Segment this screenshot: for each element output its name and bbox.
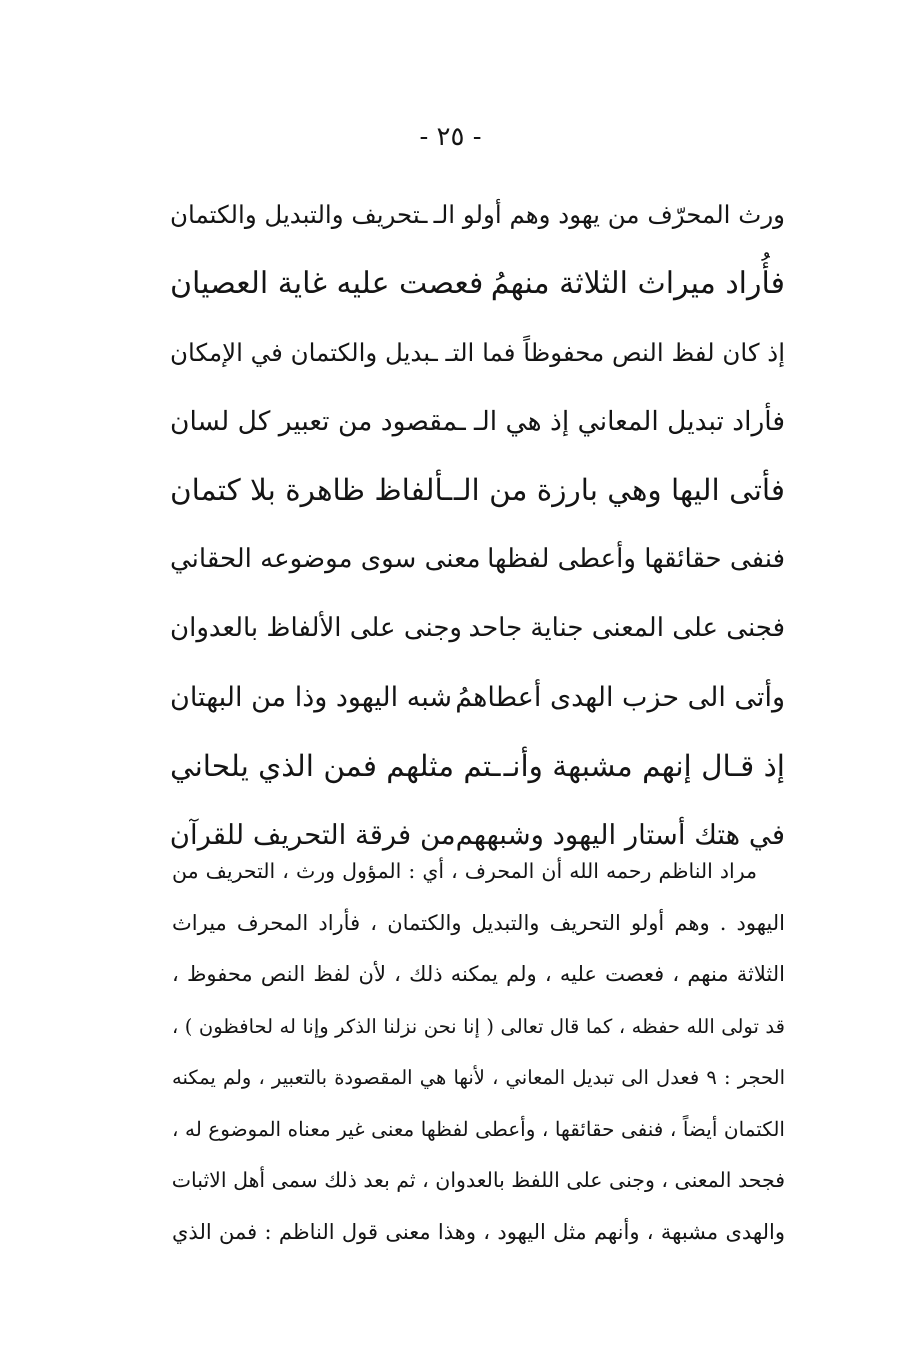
verse-line	[170, 663, 785, 732]
commentary-line: الكتمان أيضاً ، فنفى حقائقها ، وأعطى لفظها معنى غير معناه الموضوع له ،	[172, 1116, 785, 1141]
verse-line	[170, 594, 785, 663]
verse-line	[170, 387, 785, 456]
verse-second-hemistich: وجنى على الألفاظ بالعدوان	[170, 613, 462, 643]
verse-first-hemistich: فجنى على المعنى جناية جاحد	[468, 613, 785, 643]
verse-first-hemistich: إذ كان لفظ النص محفوظاً فما التـ	[445, 338, 785, 367]
verse-second-hemistich: ـبديل والكتمان في الإمكان	[170, 338, 438, 367]
verse-line	[170, 180, 785, 249]
verse-first-hemistich: وأتى الى حزب الهدى أعطاهمُ	[455, 682, 785, 713]
commentary-line: فجحد المعنى ، وجنى على اللفظ بالعدوان ، ثم بعد ذلك سمى أهل الاثبات	[172, 1168, 785, 1192]
verse-second-hemistich: فعصت عليه غاية العصيان	[170, 266, 484, 301]
commentary-line: اليهود . وهم أولو التحريف والتبديل والكتمان ، فأراد المحرف ميراث	[172, 910, 785, 935]
verse-second-hemistich: ـتحريف والتبديل والكتمان	[170, 200, 428, 229]
poem-verses	[170, 180, 785, 870]
commentary-paragraph	[172, 846, 785, 1258]
commentary-line: الثلاثة منهم ، فعصت عليه ، ولم يمكنه ذلك ، لأن لفظ النص محفوظ ،	[172, 962, 785, 986]
commentary-line: قد تولى الله حفظه ، كما قال تعالى ( إنا نحن نزلنا الذكر وإنا له لحافظون ) ،	[172, 1014, 785, 1038]
verse-second-hemistich: ـمقصود من تعبير كل لسان	[170, 406, 466, 437]
verse-second-hemistich: شبه اليهود وذا من البهتان	[170, 682, 452, 713]
verse-first-hemistich: ورث المحرّف من يهود وهم أولو الـ	[433, 200, 785, 229]
commentary-line: والهدى مشبهة ، وأنهم مثل اليهود ، وهذا معنى قول الناظم : فمن الذي	[172, 1219, 785, 1244]
commentary-line: الحجر : ٩ فعدل الى تبديل المعاني ، لأنها هي المقصودة بالتعبير ، ولم يمكنه	[172, 1066, 785, 1089]
verse-second-hemistich: ـألفاظ ظاهرة بلا كتمان	[170, 473, 453, 507]
verse-first-hemistich: فأُراد ميراث الثلاثة منهمُ	[490, 266, 785, 301]
verse-first-hemistich: في هتك أستار اليهود وشبههم	[455, 819, 785, 851]
verse-first-hemistich: إذ قـال إنهم مشبهة وأنـ	[503, 749, 785, 783]
verse-second-hemistich: من فرقة التحريف للقرآن	[169, 819, 456, 851]
commentary-line: مراد الناظم رحمه الله أن المحرف ، أي : المؤول ورث ، التحريف من	[172, 859, 757, 883]
verse-first-hemistich: فأتى اليها وهي بارزة من الـ	[453, 473, 785, 507]
verse-first-hemistich: فأراد تبديل المعاني إذ هي الـ	[473, 406, 785, 437]
verse-line	[170, 318, 785, 387]
verse-second-hemistich: معنى سوى موضوعه الحقاني	[170, 544, 481, 574]
page-number: - ٢٥ -	[419, 122, 482, 152]
verse-first-hemistich: فنفى حقائقها وأعطى لفظها	[487, 544, 785, 574]
verse-line	[170, 456, 785, 525]
verse-line	[170, 249, 785, 318]
verse-line	[170, 525, 785, 594]
verse-line	[170, 732, 785, 801]
verse-second-hemistich: ـتم مثلهم فمن الذي يلحاني	[170, 749, 501, 783]
